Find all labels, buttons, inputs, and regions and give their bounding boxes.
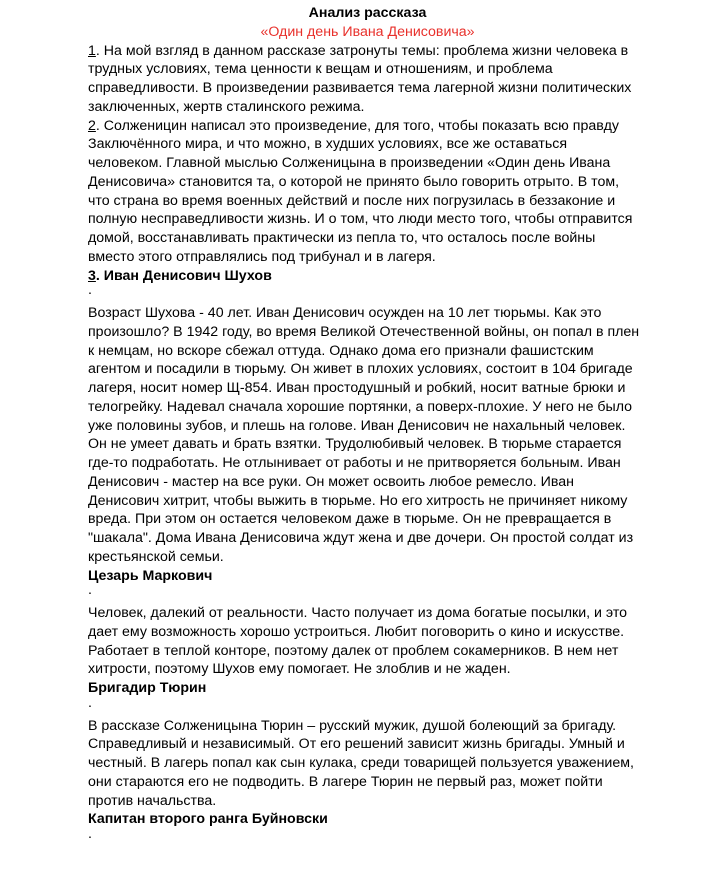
- section-2-text: . Солженицин написал это произведение, для того, чтобы показать всю правду Заключённого мира, и что можно, в худших условиях, все же оставаться человеком. Главной мыслью Солженицына в произведении «Один день Ивана Денисовича» становится та, о которой не принято было говорить отрыто. В том, что страна во время военных действий и после них погрузилась в беззаконие и полную несправедливости жизнь. И о том, что люди место того, чтобы отправится домой, восстанавливать практически из пепла то, что осталось после войны вместо этого отправлялись под трибунал и в лагеря.: [88, 117, 633, 265]
- section-3-number: 3: [88, 267, 96, 284]
- character-separator-tsezar: .: [88, 582, 92, 599]
- character-heading-buynovsky: Капитан второго ранга Буйновски: [88, 811, 328, 828]
- character-separator-shukhov: .: [88, 282, 92, 299]
- section-2: [88, 117, 643, 267]
- document-subtitle: «Один день Ивана Денисовича»: [260, 23, 475, 40]
- character-separator-buynovsky: .: [88, 826, 92, 842]
- character-heading-tsezar: Цезарь Маркович: [88, 567, 213, 584]
- character-description-shukhov: Возраст Шухова - 40 лет. Иван Денисович осужден на 10 лет тюрьмы. Как это произошло? В 1942 году, во время Великой Отечественной войны, он попал в плен к немцам, но вскоре сбежал оттуда. Однако дома его признали фашистским агентом и посадили в тюрьму. Он живет в плохих условиях, состоит в 104 бригаде лагеря, носит номер Щ-854. Иван простодушный и робкий, носит ватные брюки и телогрейку. Надевал сначала хорошие портянки, а поверх-плохие. У него не было уже половины зубов, и плешь на голове. Иван Денисович не нахальный человек. Он не умеет давать и брать взятки. Трудолюбивый человек. В тюрьме старается где-то подработать. Не отлынивает от работы и не притворяется больным. Иван Денисович - мастер на все руки. Он может освоить любое ремесло. Иван Денисович хитрит, чтобы выжить в тюрьме. Но его хитрость не причиняет никому вреда. При этом он остается человеком даже в тюрьме. Он не превращается в "шакала". Дома Ивана Денисовича ждут жена и две дочери. Он простой солдат из крестьянской семьи.: [88, 305, 640, 565]
- character-description-tsezar: Человек, далекий от реальности. Часто получает из дома богатые посылки, и это дает ему возможность хорошо устроиться. Любит поговорить о кино и искусстве. Работает в теплой конторе, поэтому далек от проблем сокамерников. В нем нет хитрости, поэтому Шухов ему помогает. Не злоблив и не жаден.: [88, 605, 628, 678]
- character-separator-tyurin: .: [88, 694, 92, 711]
- character-heading-tyurin: Бригадир Тюрин: [88, 680, 207, 696]
- character-description-tyurin: В рассказе Солженицына Тюрин – русский мужик, душой болеющий за бригаду. Справедливый и независимый. От его решений зависит жизнь бригады. Умный и честный. В лагерь попал как сын кулака, среди товарищей пользуется уважением, они стараются его не подводить. В лагере Тюрин не первый раз, может пойти против начальства.: [88, 717, 634, 809]
- document-title: Анализ рассказа: [308, 5, 427, 21]
- section-1-text: . На мой взгляд в данном рассказе затронуты темы: проблема жизни человека в трудных условиях, тема ценности к вещам и отношениям, и проблема справедливости. В произведении развивается тема лагерной жизни политических заключенных, жертв сталинского режима.: [88, 42, 632, 115]
- section-2-number: 2: [88, 117, 96, 134]
- character-name-shukhov: . Иван Денисович Шухов: [95, 267, 272, 284]
- section-1-number: 1: [88, 42, 96, 59]
- character-heading-shukhov: [88, 267, 643, 286]
- section-1: [88, 42, 643, 117]
